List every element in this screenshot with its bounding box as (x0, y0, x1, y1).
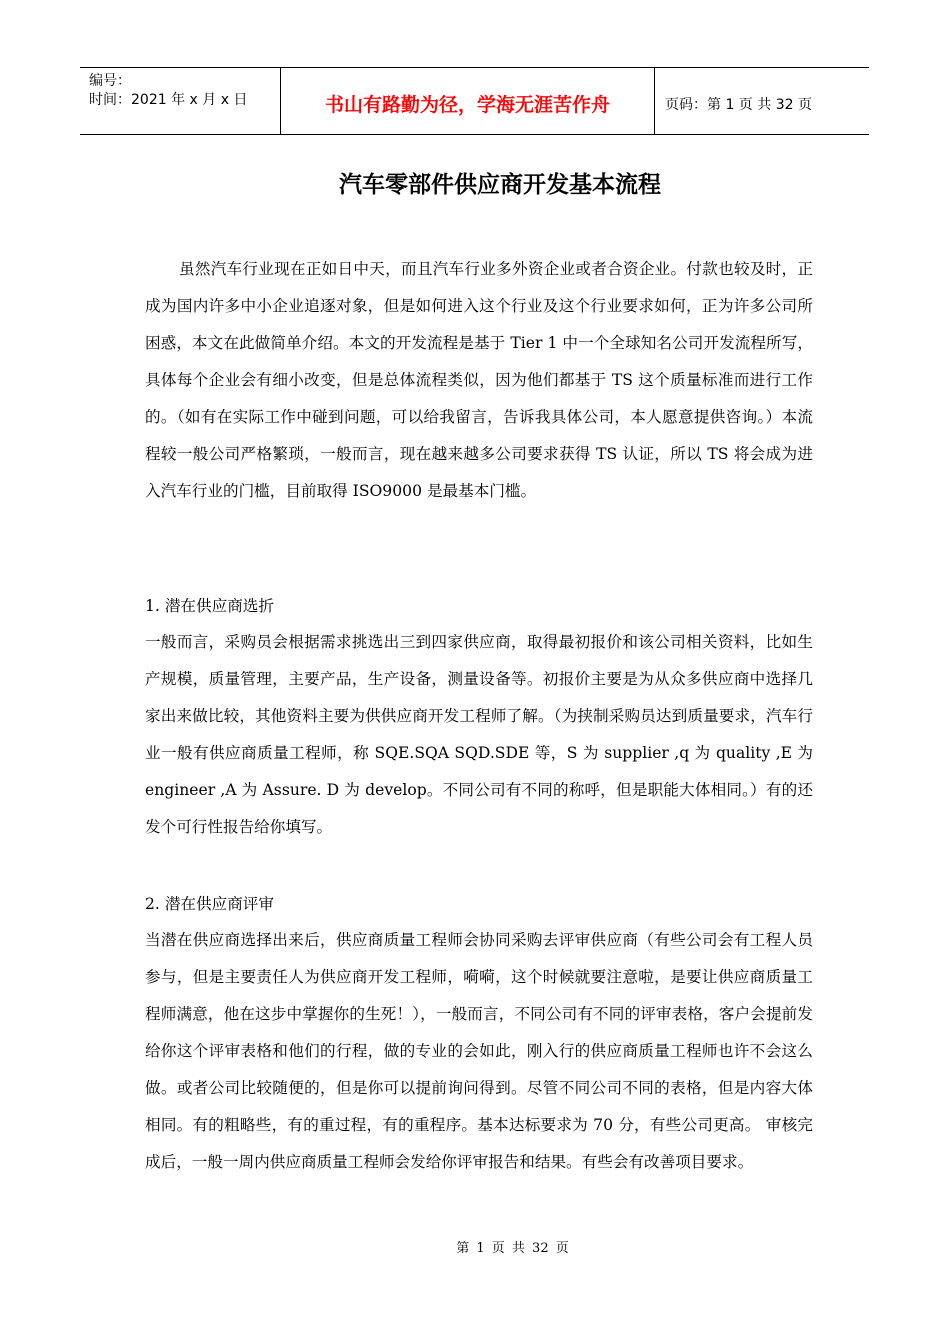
document-date: 时间：2021 年 x 月 x 日 (89, 92, 248, 108)
header-meta (80, 68, 281, 134)
section-2-heading: 2. 潜在供应商评审 (145, 895, 274, 913)
header-page-info: 页码：第 1 页 共 32 页 (665, 97, 812, 113)
section-1-heading: 1. 潜在供应商选折 (145, 597, 274, 615)
document-title: 汽车零部件供应商开发基本流程 (339, 171, 661, 198)
intro-paragraph: 虽然汽车行业现在正如日中天，而且汽车行业多外资企业或者合资企业。付款也较及时，正成为国内许多中小企业追逐对象，但是如何进入这个行业及这个行业要求如何，正为许多公司所困惑，本文在此做简单介绍。本文的开发流程是基于 Tier 1 中一个全球知名公司开发流程所写，具体每个企业会有细小改变，但是总体流程类似，因为他们都基于 TS 这个质量标准而进行工作的。（如有在实际工作中碰到问题，可以给我留言，告诉我具体公司，本人愿意提供咨询。）本流程较一般公司严格繁琐，一般而言，现在越来越多公司要求获得 TS 认证，所以 TS 将会成为进入汽车行业的门槛，目前取得 ISO9000 是最基本门槛。 (145, 260, 813, 500)
section-2-body: 当潜在供应商选择出来后，供应商质量工程师会协同采购去评审供应商（有些公司会有工程人员参与，但是主要责任人为供应商开发工程师，嗬嗬，这个时候就要注意啦，是要让供应商质量工程师满意，他在这步中掌握你的生死！），一般而言，不同公司有不同的评审表格，客户会提前发给你这个评审表格和他们的行程，做的专业的会如此，刚入行的供应商质量工程师也许不会这么做。或者公司比较随便的，但是你可以提前询问得到。尽管不同公司不同的表格，但是内容大体相同。有的粗略些，有的重过程，有的重程序。基本达标要求为 70 分，有些公司更高。 审核完成后，一般一周内供应商质量工程师会发给你评审报告和结果。有些会有改善项目要求。 (145, 931, 813, 1171)
section-1-body: 一般而言，采购员会根据需求挑选出三到四家供应商，取得最初报价和该公司相关资料，比如生产规模，质量管理，主要产品，生产设备，测量设备等。初报价主要是为从众多供应商中选择几家出来做比较，其他资料主要为供供应商开发工程师了解。（为挟制采购员达到质量要求，汽车行业一般有供应商质量工程师，称 SQE.SQA SQD.SDE 等，S 为 supplier ,q 为 quality ,E 为 engineer ,A 为 Assure. D 为 develop。不同公司有不同的称呼，但是职能大体相同。）有的还发个可行性报告给你填写。 (145, 633, 813, 836)
header-table (80, 67, 869, 135)
page-footer: 第 1 页 共 32 页 (456, 1241, 569, 1256)
document-number-label: 编号： (89, 73, 131, 89)
header-motto: 书山有路勤为径，学海无涯苦作舟 (281, 68, 655, 134)
